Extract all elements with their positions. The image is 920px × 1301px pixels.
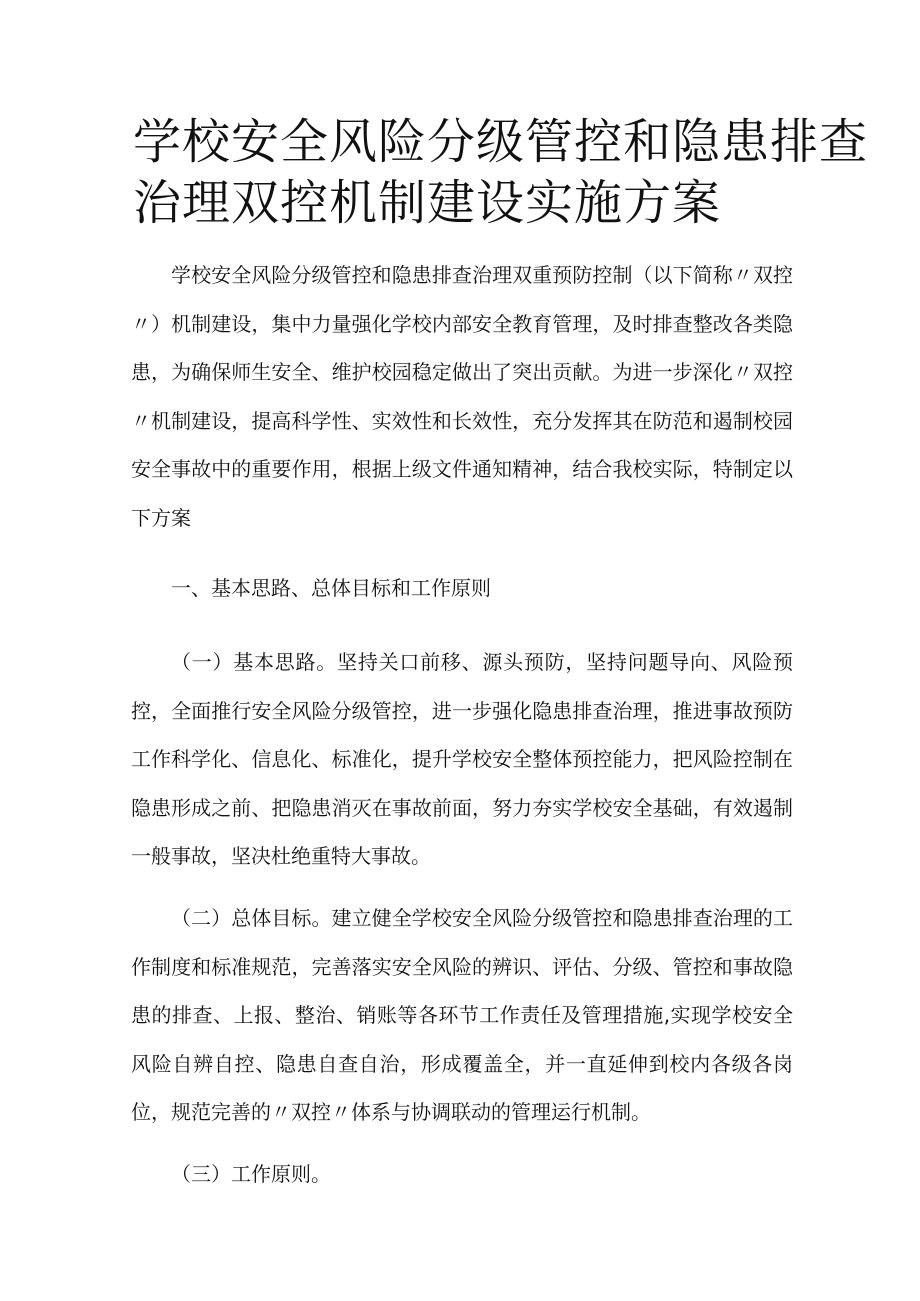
section-heading-1: 一、基本思路、总体目标和工作原则 — [171, 576, 491, 600]
title-line-2: 治理双控机制建设实施方案 — [133, 175, 722, 231]
work-principles-heading: （三）工作原则。 — [171, 1162, 331, 1186]
overall-goal-paragraph: （二）总体目标。建立健全学校安全风险分级管控和隐患排查治理的工作制度和标准规范，完善落实安全风险的辨识、评估、分级、管控和事故隐患的排查、上报、整治、销账等各环节工作责任及管理措施,实现学校安全风险自辨自控、隐患自查自治，形成覆盖全，并一直延伸到校内各级各岗位，规范完善的〃双控〃体系与协调联动的管理运行机制。 — [131, 906, 793, 1124]
document-title — [133, 112, 869, 234]
basic-idea-paragraph: （一）基本思路。坚持关口前移、源头预防，坚持问题导向、风险预控，全面推行安全风险分级管控，进一步强化隐患排查治理，推进事故预防工作科学化、信息化、标准化，提升学校安全整体预控能力，把风险控制在隐患形成之前、把隐患消灭在事故前面，努力夯实学校安全基础，有效遏制一般事故，坚决杜绝重特大事故。 — [131, 650, 793, 868]
title-line-1: 学校安全风险分级管控和隐患排查 — [133, 114, 869, 170]
intro-paragraph: 学校安全风险分级管控和隐患排查治理双重预防控制（以下简称〃双控〃）机制建设，集中力量强化学校内部安全教育管理，及时排查整改各类隐患，为确保师生安全、维护校园稳定做出了突出贡献。为进一步深化〃双控〃机制建设，提高科学性、实效性和长效性，充分发挥其在防范和遏制校园安全事故中的重要作用，根据上级文件通知精神，结合我校实际，特制定以下方案 — [131, 263, 793, 530]
